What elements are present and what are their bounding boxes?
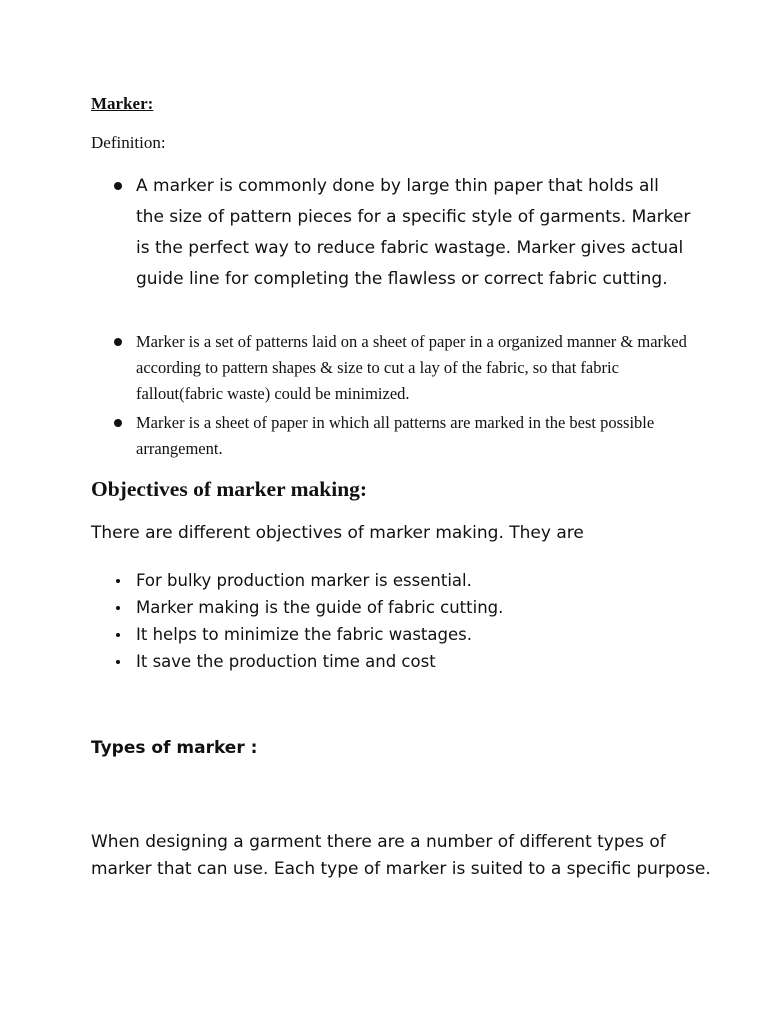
list-item <box>91 567 691 594</box>
list-item-text: Marker is a set of patterns laid on a sheet of paper in a organized manner & marked according to pattern shapes & size to cut a lay of the fabric, so that fabric fallout(fabric waste) could be minimized. <box>136 332 687 403</box>
list-item-text: A marker is commonly done by large thin paper that holds all the size of pattern pieces for a specific style of garments. Marker is the perfect way to reduce fabric wastage. Marker gives actual guide line for completing the flawless or correct fabric cutting. <box>136 176 691 289</box>
list-item-text: Marker making is the guide of fabric cutting. <box>136 598 504 617</box>
marker-heading: Marker: <box>91 94 154 113</box>
bullet-dot-icon <box>116 633 120 637</box>
list-item <box>91 648 691 675</box>
list-item <box>91 594 691 621</box>
objectives-list <box>91 567 691 675</box>
bullet-dot-icon <box>114 338 122 346</box>
types-heading: Types of marker : <box>91 738 258 758</box>
list-item-text: It save the production time and cost <box>136 652 436 671</box>
types-paragraph: When designing a garment there are a number of different types of marker that can use. Each type of marker is suited to a specific purpose. <box>91 832 711 879</box>
definition-label: Definition: <box>91 133 166 152</box>
definition-list-secondary <box>91 329 691 465</box>
bullet-dot-icon <box>116 606 120 610</box>
objectives-heading: Objectives of marker making: <box>91 477 368 501</box>
definition-list-primary <box>91 171 691 295</box>
bullet-dot-icon <box>114 419 122 427</box>
bullet-dot-icon <box>114 182 122 190</box>
list-item-text: Marker is a sheet of paper in which all patterns are marked in the best possible arrangement. <box>136 413 655 458</box>
list-item <box>91 621 691 648</box>
list-item <box>91 329 691 407</box>
list-item-text: It helps to minimize the fabric wastages. <box>136 625 472 644</box>
objectives-intro: There are different objectives of marker making. They are <box>91 523 584 543</box>
list-item <box>91 410 691 462</box>
list-item-text: For bulky production marker is essential. <box>136 571 472 590</box>
bullet-dot-icon <box>116 579 120 583</box>
list-item <box>91 171 691 295</box>
bullet-dot-icon <box>116 660 120 664</box>
